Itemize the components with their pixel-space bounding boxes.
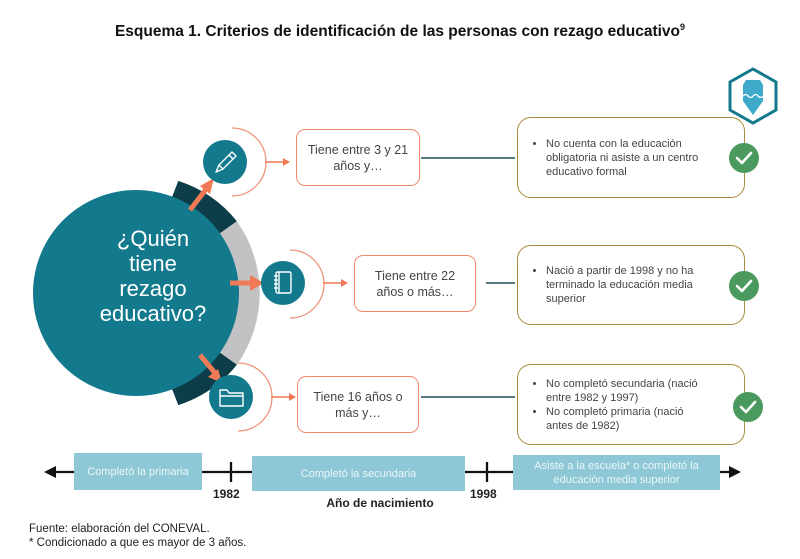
condition-box-age-22-plus	[354, 255, 476, 312]
result-bullet: • No completó primaria (nació antes de 1982)	[546, 405, 700, 433]
condition-text: años o más…	[376, 284, 454, 299]
condition-text: Tiene 16 años o	[313, 389, 403, 404]
title-text: Esquema 1. Criterios de identificación de las personas con rezago educativo	[114, 23, 681, 41]
condition-text: Tiene entre 3 y 21	[307, 142, 409, 157]
result-box-1	[517, 117, 745, 198]
result-box-2	[517, 245, 745, 325]
main-question-line-4: educativo?	[99, 301, 207, 326]
axis-label: Año de nacimiento	[326, 496, 434, 510]
condition-box-age-3-21	[296, 129, 420, 186]
result-list	[532, 137, 700, 179]
timeline-segment-primaria	[74, 453, 202, 490]
main-question-line-2: tiene	[129, 251, 177, 276]
source-note: Fuente: elaboración del CONEVAL.	[29, 523, 210, 535]
year-1998: 1998	[470, 487, 497, 501]
pencil-hexagon-logo-icon	[730, 69, 776, 123]
checkmark-icon	[729, 271, 759, 301]
result-list	[532, 264, 700, 306]
result-bullet: • Nació a partir de 1998 y no ha terminado la educación media superior	[546, 264, 700, 306]
timeline-segment-label: Completó la secundaria	[300, 467, 417, 480]
timeline-segment-media-superior	[513, 455, 720, 490]
branch-1-icon-group	[203, 128, 290, 196]
footnote-reference: 9	[680, 22, 686, 32]
condition-text: años y…	[333, 158, 383, 173]
timeline-segment-label: Asiste a la escuela* o completó la educación media superior	[534, 459, 699, 486]
main-question-line-3: rezago	[119, 276, 187, 301]
main-question-line-1: ¿Quién	[116, 226, 190, 251]
main-question	[78, 226, 228, 326]
result-list	[532, 377, 700, 433]
checkmark-icon	[729, 143, 759, 173]
condition-box-age-16-plus	[297, 376, 419, 433]
timeline-segment-secundaria	[252, 456, 465, 491]
footnote: * Condicionado a que es mayor de 3 años.	[29, 537, 247, 549]
condition-text: más y…	[335, 405, 381, 420]
condition-text: Tiene entre 22	[374, 268, 456, 283]
result-bullet: • No completó secundaria (nació entre 1982 y 1997)	[546, 377, 700, 405]
result-bullet: • No cuenta con la educación obligatoria ni asiste a un centro educativo formal	[546, 137, 700, 179]
result-box-3	[517, 364, 745, 445]
timeline-segment-label: Completó la primaria	[87, 465, 189, 478]
checkmark-icon	[733, 392, 763, 422]
year-1982: 1982	[213, 487, 240, 501]
